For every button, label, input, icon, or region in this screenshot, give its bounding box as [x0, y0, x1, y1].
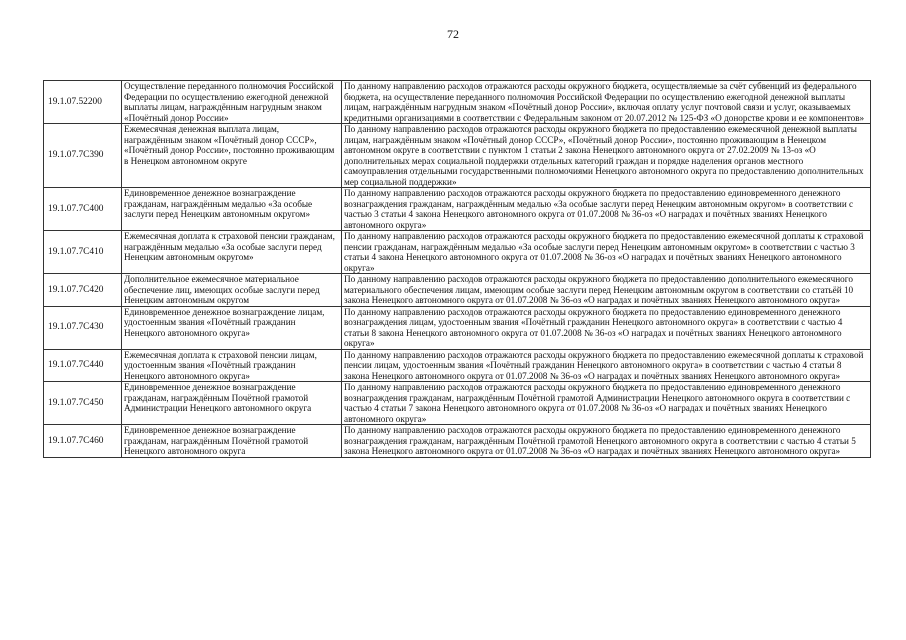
row-code: 19.1.07.7С460	[44, 425, 122, 458]
row-code: 19.1.07.7С420	[44, 274, 122, 307]
row-description: По данному направлению расходов отражаются расходы окружного бюджета по предоставлению единовременного денежного вознаграждения гражданам, награждённым Почётной грамотой Администрации Ненецкого автономного округа в соответствии с частью 4 статьи 7 закона Ненецкого автономного округа от 01.07.2008 № 36-оз «О наградах и почётных званиях Ненецкого автономного округа»	[342, 382, 871, 425]
row-name: Единовременное денежное вознаграждение гражданам, награждённым Почётной грамотой Администрации Ненецкого автономного округа	[122, 382, 342, 425]
row-code: 19.1.07.7С430	[44, 306, 122, 349]
row-description: По данному направлению расходов отражаются расходы окружного бюджета по предоставлению ежемесячной денежной выплаты лицам, награждённым знаком «Почётный донор СССР», «Почётный донор России», постоянно проживающим в Ненецком автономном округе в соответствии с пунктом 1 статьи 2 закона Ненецкого автономного округа от 27.02.2009 № 13-оз «О дополнительных мерах социальной поддержки отдельных категорий граждан и порядке наделения органов местного самоуправления отдельными государственными полномочиями Ненецкого автономного округа по предоставлению дополнительных мер социальной поддержки»	[342, 124, 871, 188]
table-row	[44, 231, 871, 274]
row-code: 19.1.07.7С410	[44, 231, 122, 274]
row-code: 19.1.07.7С390	[44, 124, 122, 188]
row-description: По данному направлению расходов отражаются расходы окружного бюджета по предоставлению дополнительного ежемесячного материального обеспечения лицам, имеющим особые заслуги перед Ненецким автономным округом в соответствии со статьёй 10 закона Ненецкого автономного округа от 01.07.2008 № 36-оз «О наградах и почётных званиях Ненецкого автономного округа»	[342, 274, 871, 307]
page-number: 72	[447, 27, 459, 41]
table-row	[44, 188, 871, 231]
table-row	[44, 124, 871, 188]
row-description: По данному направлению расходов отражаются расходы окружного бюджета по предоставлению единовременного денежного вознаграждения лицам, удостоенным звания «Почётный гражданин Ненецкого автономного округа» в соответствии с частью 4 статьи 8 закона Ненецкого автономного округа от 01.07.2008 № 36-оз «О наградах и почётных званиях Ненецкого автономного округа»	[342, 306, 871, 349]
table-row	[44, 349, 871, 382]
expenditure-table	[43, 80, 871, 458]
table-row	[44, 81, 871, 124]
row-name: Ежемесячная доплата к страховой пенсии гражданам, награждённым медалью «За особые заслуги перед Ненецким автономным округом»	[122, 231, 342, 274]
row-description: По данному направлению расходов отражаются расходы окружного бюджета, осуществляемые за счёт субвенций из федерального бюджета, на осуществление переданного полномочия Российской Федерации по осуществлению ежегодной денежной выплаты лицам, награждённым нагрудным знаком «Почётный донор России», включая оплату услуг почтовой связи и услуг, оказываемых кредитными организациями в соответствии с Федеральным законом от 20.07.2012 № 125-ФЗ «О донорстве крови и ее компонентов»	[342, 81, 871, 124]
table-row	[44, 306, 871, 349]
row-description: По данному направлению расходов отражаются расходы окружного бюджета по предоставлению ежемесячной доплаты к страховой пенсии лицам, удостоенным звания «Почётный гражданин Ненецкого автономного округа» в соответствии с частью 4 статьи 8 закона Ненецкого автономного округа от 01.07.2008 № 36-оз «О наградах и почётных званиях Ненецкого автономного округа»	[342, 349, 871, 382]
row-name: Ежемесячная денежная выплата лицам, награждённым знаком «Почётный донор СССР», «Почётный донор России», постоянно проживающим в Ненецком автономном округе	[122, 124, 342, 188]
row-name: Дополнительное ежемесячное материальное обеспечение лиц, имеющих особые заслуги перед Ненецким автономным округом	[122, 274, 342, 307]
row-name: Ежемесячная доплата к страховой пенсии лицам, удостоенным звания «Почётный гражданин Ненецкого автономного округа»	[122, 349, 342, 382]
row-description: По данному направлению расходов отражаются расходы окружного бюджета по предоставлению единовременного денежного вознаграждения гражданам, награждённым Почётной грамотой Ненецкого автономного округа в соответствии с частью 4 статьи 5 закона Ненецкого автономного округа от 01.07.2008 № 36-оз «О наградах и почётных званиях Ненецкого автономного округа»	[342, 425, 871, 458]
row-name: Единовременное денежное вознаграждение гражданам, награждённым Почётной грамотой Ненецкого автономного округа	[122, 425, 342, 458]
row-description: По данному направлению расходов отражаются расходы окружного бюджета по предоставлению единовременного денежного вознаграждения гражданам, награждённым медалью «За особые заслуги перед Ненецким автономным округом» в соответствии с частью 3 статьи 4 закона Ненецкого автономного округа от 01.07.2008 № 36-оз «О наградах и почётных званиях Ненецкого автономного округа»	[342, 188, 871, 231]
table-row	[44, 425, 871, 458]
row-name: Осуществление переданного полномочия Российской Федерации по осуществлению ежегодной денежной выплаты лицам, награждённым нагрудным знаком «Почётный донор России»	[122, 81, 342, 124]
row-name: Единовременное денежное вознаграждение гражданам, награждённым медалью «За особые заслуги перед Ненецким автономным округом»	[122, 188, 342, 231]
table-row	[44, 274, 871, 307]
row-code: 19.1.07.52200	[44, 81, 122, 124]
row-description: По данному направлению расходов отражаются расходы окружного бюджета по предоставлению ежемесячной доплаты к страховой пенсии гражданам, награждённым медалью «За особые заслуги перед Ненецким автономным округом» в соответствии с частью 3 статьи 4 закона Ненецкого автономного округа от 01.07.2008 № 36-оз «О наградах и почётных званиях Ненецкого автономного округа»	[342, 231, 871, 274]
row-code: 19.1.07.7С450	[44, 382, 122, 425]
row-name: Единовременное денежное вознаграждение лицам, удостоенным звания «Почётный гражданин Ненецкого автономного округа»	[122, 306, 342, 349]
row-code: 19.1.07.7С440	[44, 349, 122, 382]
table-row	[44, 382, 871, 425]
row-code: 19.1.07.7С400	[44, 188, 122, 231]
